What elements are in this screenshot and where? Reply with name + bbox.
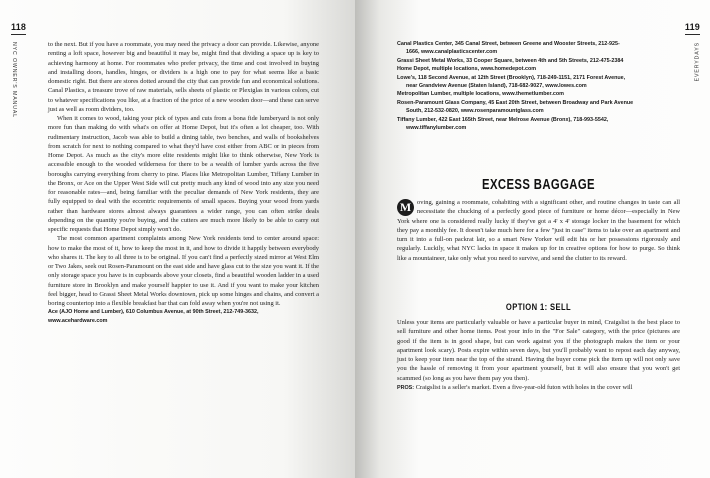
section-title-excess-baggage: EXCESS BAGGAGE <box>482 177 595 193</box>
pros-text: Craigslist is a seller's market. Even a five-year-old futon with holes in the cover will <box>415 383 633 391</box>
listing-line: Home Depot, multiple locations, www.homedepot.com <box>397 66 537 73</box>
left-listing-ace: Ace (AJO Home and Lumber), 610 Columbus Avenue, at 90th Street, 212-749-3632, www.acehardware.com <box>48 309 259 324</box>
listing-line: Canal Plastics Center, 345 Canal Street, between Greene and Wooster Streets, 212-925- <box>397 41 620 47</box>
pros-label: PROS: <box>397 384 415 391</box>
store-listings <box>397 40 680 132</box>
listing-item <box>397 74 680 91</box>
subsection-title-option-sell: OPTION 1: SELL <box>505 302 572 313</box>
right-page-number: 119 <box>684 22 700 32</box>
listing-line: Rosen-Paramount Glass Company, 45 East 20th Street, between Broadway and Park Avenue <box>397 99 634 106</box>
excess-baggage-paragraph <box>397 198 680 263</box>
listing-continuation: 1666, www.canalplasticscenter.com <box>406 49 498 56</box>
left-body-text <box>48 40 319 325</box>
listing-continuation: South, 212-532-0820, www.rosenparamountglass.com <box>406 108 544 115</box>
left-header-rule <box>11 34 26 35</box>
right-running-head: EVERYDAYS <box>694 42 700 82</box>
listing-item <box>397 90 680 98</box>
left-running-head: NYC OWNER'S MANUAL <box>11 42 17 118</box>
listing-continuation: near Grandview Avenue (Staten Island), 718-682-9027, www.lowes.com <box>406 83 587 90</box>
right-header-rule <box>685 34 700 35</box>
listing-line: Tiffany Lumber, 422 East 165th Street, near Melrose Avenue (Bronx), 718-993-5542, <box>397 116 609 123</box>
option-sell-body <box>397 318 680 393</box>
left-paragraph-1: to the next. But if you have a roommate, you may need the privacy a door can provide. Likewise, anyone renting a loft space, however big and beautiful it may be, might find that dividing a space up is key to achieving harmony at home. For roommates who prefer privacy, the time and cost involved in buying and installing doors, handles, hinges, or dividers is a high one to pay for what seems like a basic domestic right. But there are stores dotted around the city that can provide fun and economical solutions. Canal Plastics, a treasure trove of raw materials, sells sheets of plastic or Plexiglas in various colors, cut to whatever specifications you like, at a fraction of the price of a new wooden door—and these can serve just as well as room dividers, too. <box>48 41 319 113</box>
left-paragraph-2: When it comes to wood, taking your pick of types and cuts from a bona fide lumberyard is not only more fun than making do with what's on offer at Home Depot, but it's often a lot cheaper, too. With rudimentary instruction, Jacob was able to build a dining table, two benches, and walls of bookshelves from scratch for next to nothing compared to what they'd have cost either from ABC or in pieces from Home Depot. As much as the city's more elite residents might like to think otherwise, New York is accessible enough to the wooded wilderness for there to be a wealth of lumber yards across the five boroughs carrying everything from cherry to pine. Places like Metropolitan Lumber, Tiffany Lumber in the Bronx, or Ace on the Upper West Side will cut pretty much any kind of wood into any size you need for reasonable rates—and, being familiar with the peculiar demands of New York residents, they are fully equipped to deal with the eccentric requirements of small spaces. Buying your wood from yards rather than hardware stores almost always guarantees a wider range, you can often strike deals depending on the quantity you're buying, and the cutters are much more likely to be able to carry out specific requests that Home Depot simply won't do. <box>48 115 319 233</box>
listing-line: Grassi Sheet Metal Works, 33 Cooper Square, between 4th and 5th Streets, 212-475-2384 <box>397 57 624 64</box>
listing-line: Lowe's, 118 Second Avenue, at 12th Street (Brooklyn), 718-249-1151, 2171 Forest Avenue, <box>397 74 626 81</box>
drop-cap-badge: M <box>397 199 414 216</box>
pros-paragraph <box>397 383 680 393</box>
excess-baggage-body <box>397 198 680 263</box>
left-paragraph-3: The most common apartment complaints among New York residents tend to center around space: how to make the most of it, how to keep the most in it, and how to divide it happily between everybody who shares it. The key to all three is to be original. If you can't find a perfectly sized mirror at West Elm or Two Jakes, seek out Rosen-Paramount on the east side and have glass cut to the size you want it. If the only storage space you have is in cupboards above your closets, find a beautiful wooden ladder in a used furniture store in Brooklyn and make yourself happier to use it. And if you want to make your kitchen feel bigger, head to Grassi Sheet Metal Works downtown, pick up some hinges and chains, and convert a boring countertop into a flexible breakfast bar that can fold away when you're not using it. <box>48 235 319 307</box>
listing-line: Metropolitan Lumber, multiple locations, www.themetlumber.com <box>397 91 564 98</box>
listing-item <box>397 65 680 73</box>
listing-item <box>397 57 680 65</box>
left-page-number: 118 <box>11 22 27 32</box>
listing-item <box>397 40 680 57</box>
option-sell-paragraph: Unless your items are particularly valuable or have a particular buyer in mind, Craigslist is the best place to sell furniture and other home items. Post your info in the "For Sale" category, with the price (pictures are good if the item is in good shape, but can work against you if the photograph makes the item or your apartment look scary). Posts expire within seven days, but you'll probably want to repost each day anyway, just to keep your item near the top of the strand. Having the buyer come pick the item up will not only save you the hassle of removing it from your apartment yourself, but it will also ensure that you won't get scammed (so long as you have them pay you then). <box>397 319 680 382</box>
listing-item <box>397 99 680 116</box>
excess-baggage-text: oving, gaining a roommate, cohabiting with a significant other, and routine changes in taste can all necessitate the chucking of a perfectly good piece of furniture or home décor—especially in New York where one is considered really lucky if they've got a 4' x 4' storage locker in the basement for which they pay a monthly fee. It doesn't take much here for a few "just in case" items to take over an apartment and turn it into a full-on packrat lair, so a smart New Yorker will edit his or her possessions rigorously and regularly. Luckily, what NYC lacks in space it makes up for in creative options for how to purge. So think like a mountaineer, take only what you need to survive, and send the clutter to its reward. <box>397 199 680 262</box>
listing-item <box>397 116 680 133</box>
listing-continuation: www.tiffanylumber.com <box>406 125 467 132</box>
